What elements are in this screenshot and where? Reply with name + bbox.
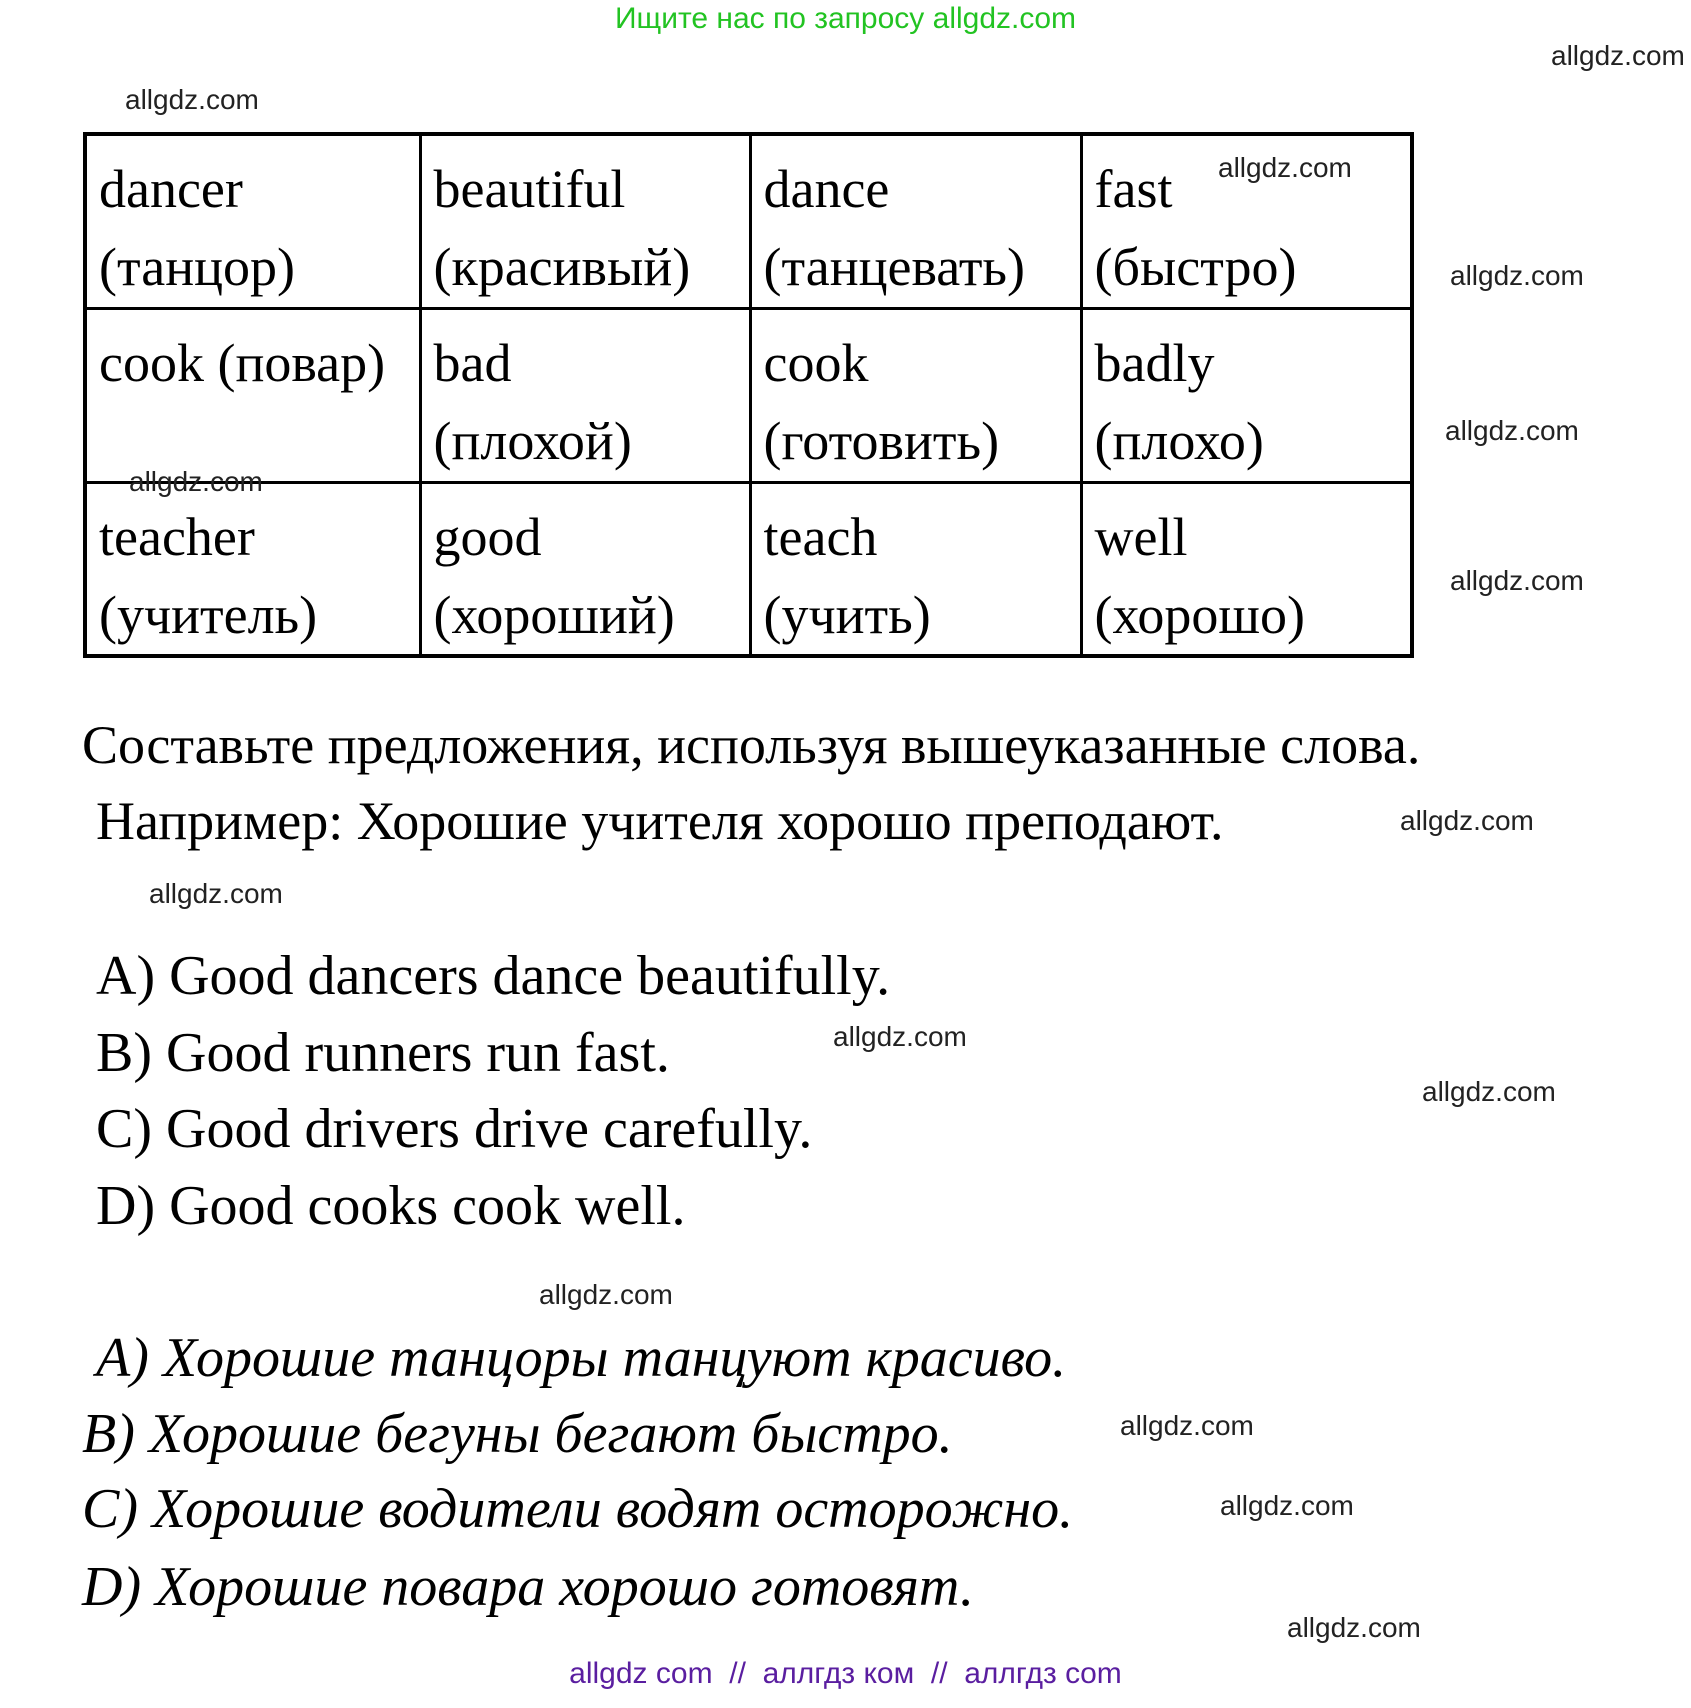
word-en: teacher (99, 506, 255, 567)
watermark: allgdz.com (1551, 40, 1685, 71)
word-en: well (1094, 506, 1188, 567)
word-en: dance (763, 159, 890, 219)
watermark: allgdz.com (539, 1279, 673, 1310)
word-en: cook (повар) (99, 332, 386, 393)
word-en: bad (433, 332, 512, 393)
answer-en-b: B) Good runners run fast. (96, 1022, 670, 1084)
footer-links: allgdz com // аллгдз ком // аллгдз com (569, 1657, 1122, 1690)
watermark: allgdz.com (1400, 805, 1534, 836)
answer-en-c: C) Good drivers drive carefully. (96, 1098, 813, 1160)
word-ru: (плохо) (1094, 410, 1264, 471)
table-cell (85, 134, 420, 308)
word-ru: (красивый) (433, 237, 691, 297)
task-instruction: Составьте предложения, используя вышеуказанные слова. (82, 715, 1421, 775)
table-cell (1081, 482, 1412, 656)
word-ru: (танцор) (99, 237, 295, 297)
watermark: allgdz.com (1120, 1410, 1254, 1441)
table-cell (85, 308, 420, 482)
table-cell (420, 308, 750, 482)
table-cell (85, 482, 420, 656)
watermark: allgdz.com (129, 466, 263, 497)
watermark: allgdz.com (1422, 1076, 1556, 1107)
watermark: allgdz.com (1450, 260, 1584, 291)
word-en: good (433, 506, 542, 567)
word-en: badly (1094, 332, 1215, 393)
answer-en-a: A) Good dancers dance beautifully. (96, 945, 891, 1007)
watermark: allgdz.com (149, 878, 283, 909)
word-ru: (хороший) (433, 584, 675, 645)
vocabulary-table (83, 132, 1414, 658)
promo-banner: Ищите нас по запросу allgdz.com (614, 2, 1077, 35)
answer-ru-b: B) Хорошие бегуны бегают быстро. (82, 1403, 953, 1465)
table-cell (750, 308, 1081, 482)
table-cell (420, 482, 750, 656)
word-en: teach (763, 506, 878, 567)
word-en: fast (1094, 159, 1173, 219)
word-ru: (плохой) (433, 410, 632, 471)
word-ru: (учить) (763, 584, 931, 645)
table-row (85, 308, 1412, 482)
word-ru: (быстро) (1094, 237, 1297, 297)
watermark: allgdz.com (1287, 1612, 1421, 1643)
answer-ru-c: C) Хорошие водители водят осторожно. (82, 1478, 1074, 1540)
table-row (85, 134, 1412, 308)
word-en: beautiful (433, 159, 626, 219)
table-cell (420, 134, 750, 308)
word-ru: (готовить) (763, 410, 1000, 471)
word-ru: (танцевать) (763, 237, 1026, 297)
table-cell (750, 482, 1081, 656)
watermark: allgdz.com (1218, 152, 1352, 183)
word-en: cook (763, 332, 869, 393)
answer-en-d: D) Good cooks cook well. (96, 1175, 686, 1237)
word-ru: (учитель) (99, 584, 318, 645)
answer-ru-a: A) Хорошие танцоры танцуют красиво. (96, 1327, 1067, 1389)
table-cell (1081, 308, 1412, 482)
watermark: allgdz.com (125, 84, 259, 115)
watermark: allgdz.com (833, 1021, 967, 1052)
answer-ru-d: D) Хорошие повара хорошо готовят. (82, 1556, 974, 1618)
word-en: dancer (99, 159, 243, 219)
table-row (85, 482, 1412, 656)
task-example: Например: Хорошие учителя хорошо преподают. (96, 791, 1224, 851)
watermark: allgdz.com (1220, 1490, 1354, 1521)
watermark: allgdz.com (1450, 565, 1584, 596)
table-cell (750, 134, 1081, 308)
watermark: allgdz.com (1445, 415, 1579, 446)
word-ru: (хорошо) (1094, 584, 1305, 645)
